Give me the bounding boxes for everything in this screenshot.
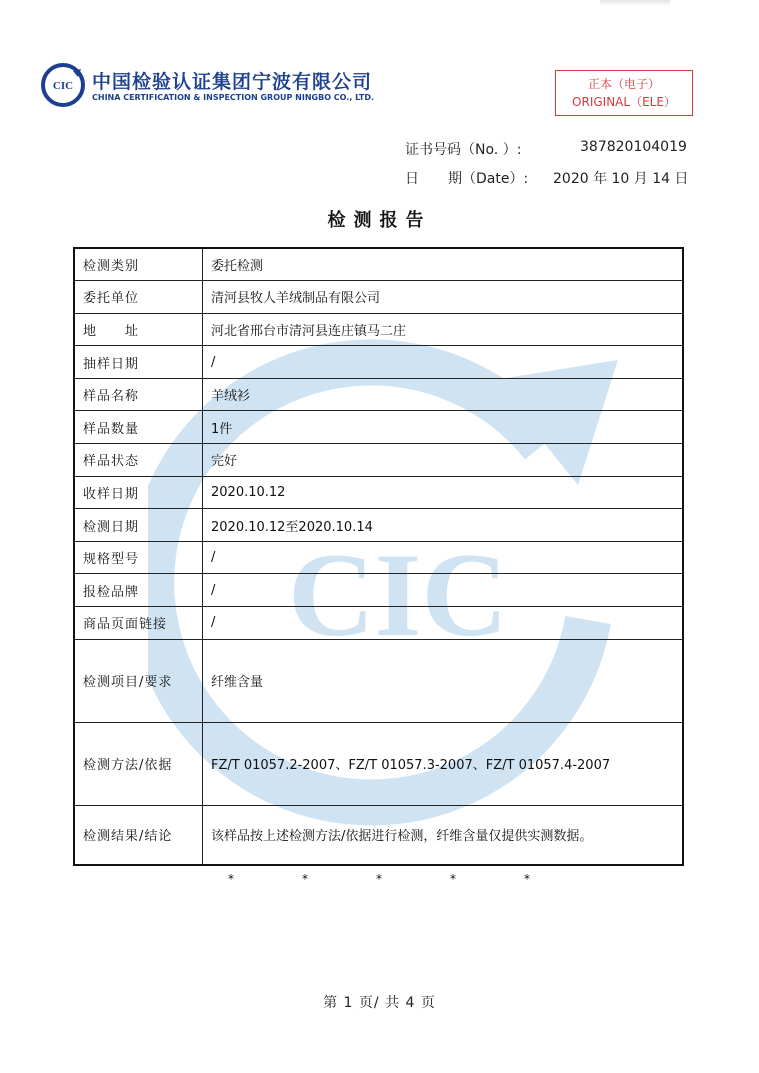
table-row — [74, 281, 683, 314]
field-label: 样品状态 — [74, 444, 203, 477]
field-value: 河北省邢台市清河县连庄镇马二庄 — [203, 313, 684, 346]
cert-number-value: 387820104019 — [580, 139, 687, 155]
field-value: / — [203, 607, 684, 640]
field-value: 纤维含量 — [203, 639, 684, 722]
company-name-cn: 中国检验认证集团宁波有限公司 — [92, 71, 373, 93]
page-shadow — [600, 0, 670, 6]
table-row — [74, 346, 683, 379]
table-row — [74, 805, 683, 865]
field-value: 清河县牧人羊绒制品有限公司 — [203, 281, 684, 314]
field-value: / — [203, 541, 684, 574]
field-label: 地 址 — [74, 313, 203, 346]
field-value: / — [203, 346, 684, 379]
field-value: 委托检测 — [203, 248, 684, 281]
field-label: 检测类别 — [74, 248, 203, 281]
field-value: 羊绒衫 — [203, 378, 684, 411]
table-row — [74, 541, 683, 574]
end-mark: * — [228, 872, 234, 886]
cert-number-label: 证书号码（No. ）: — [405, 142, 522, 158]
field-label: 委托单位 — [74, 281, 203, 314]
end-mark: * — [376, 872, 382, 886]
field-label: 检测日期 — [74, 509, 203, 542]
field-value: 该样品按上述检测方法/依据进行检测，纤维含量仅提供实测数据。 — [203, 805, 684, 865]
field-label: 样品数量 — [74, 411, 203, 444]
table-row — [74, 639, 683, 722]
field-label: 抽样日期 — [74, 346, 203, 379]
watermark-text: CIC — [287, 528, 509, 661]
cic-logo-icon — [40, 62, 86, 108]
field-value: / — [203, 574, 684, 607]
field-value: 2020.10.12 — [203, 476, 684, 509]
date-value: 2020 年 10 月 14 日 — [553, 171, 689, 187]
end-mark: * — [450, 872, 456, 886]
field-label: 收样日期 — [74, 476, 203, 509]
date-label-first: 日 — [405, 171, 419, 187]
table-row — [74, 722, 683, 805]
original-stamp — [555, 70, 693, 116]
table-row — [74, 411, 683, 444]
field-label: 样品名称 — [74, 378, 203, 411]
field-value: 1件 — [203, 411, 684, 444]
table-row — [74, 313, 683, 346]
table-row — [74, 476, 683, 509]
logo-text: CIC — [52, 80, 74, 92]
field-value: 2020.10.12至2020.10.14 — [203, 509, 684, 542]
table-row — [74, 607, 683, 640]
report-table — [73, 247, 684, 866]
report-title: 检测报告 — [327, 210, 432, 231]
stamp-line-1: 正本（电子） — [587, 77, 660, 91]
table-row — [74, 378, 683, 411]
field-label: 检测项目/要求 — [74, 639, 203, 722]
stamp-line-2: ORIGINAL（ELE） — [572, 95, 676, 109]
table-row — [74, 509, 683, 542]
table-row — [74, 574, 683, 607]
end-mark: * — [302, 872, 308, 886]
field-label: 报检品牌 — [74, 574, 203, 607]
field-label: 检测结果/结论 — [74, 805, 203, 865]
field-value: 完好 — [203, 444, 684, 477]
field-label: 规格型号 — [74, 541, 203, 574]
date-label-second: 期（Date）: — [448, 171, 529, 187]
field-label: 检测方法/依据 — [74, 722, 203, 805]
field-label: 商品页面链接 — [74, 607, 203, 640]
table-row — [74, 444, 683, 477]
table-row — [74, 248, 683, 281]
page-number: 第 1 页/ 共 4 页 — [323, 995, 436, 1011]
end-mark: * — [524, 872, 530, 886]
company-name-en: CHINA CERTIFICATION & INSPECTION GROUP NINGBO CO., LTD. — [92, 93, 375, 102]
field-value: FZ/T 01057.2-2007、FZ/T 01057.3-2007、FZ/T 01057.4-2007 — [203, 722, 684, 805]
